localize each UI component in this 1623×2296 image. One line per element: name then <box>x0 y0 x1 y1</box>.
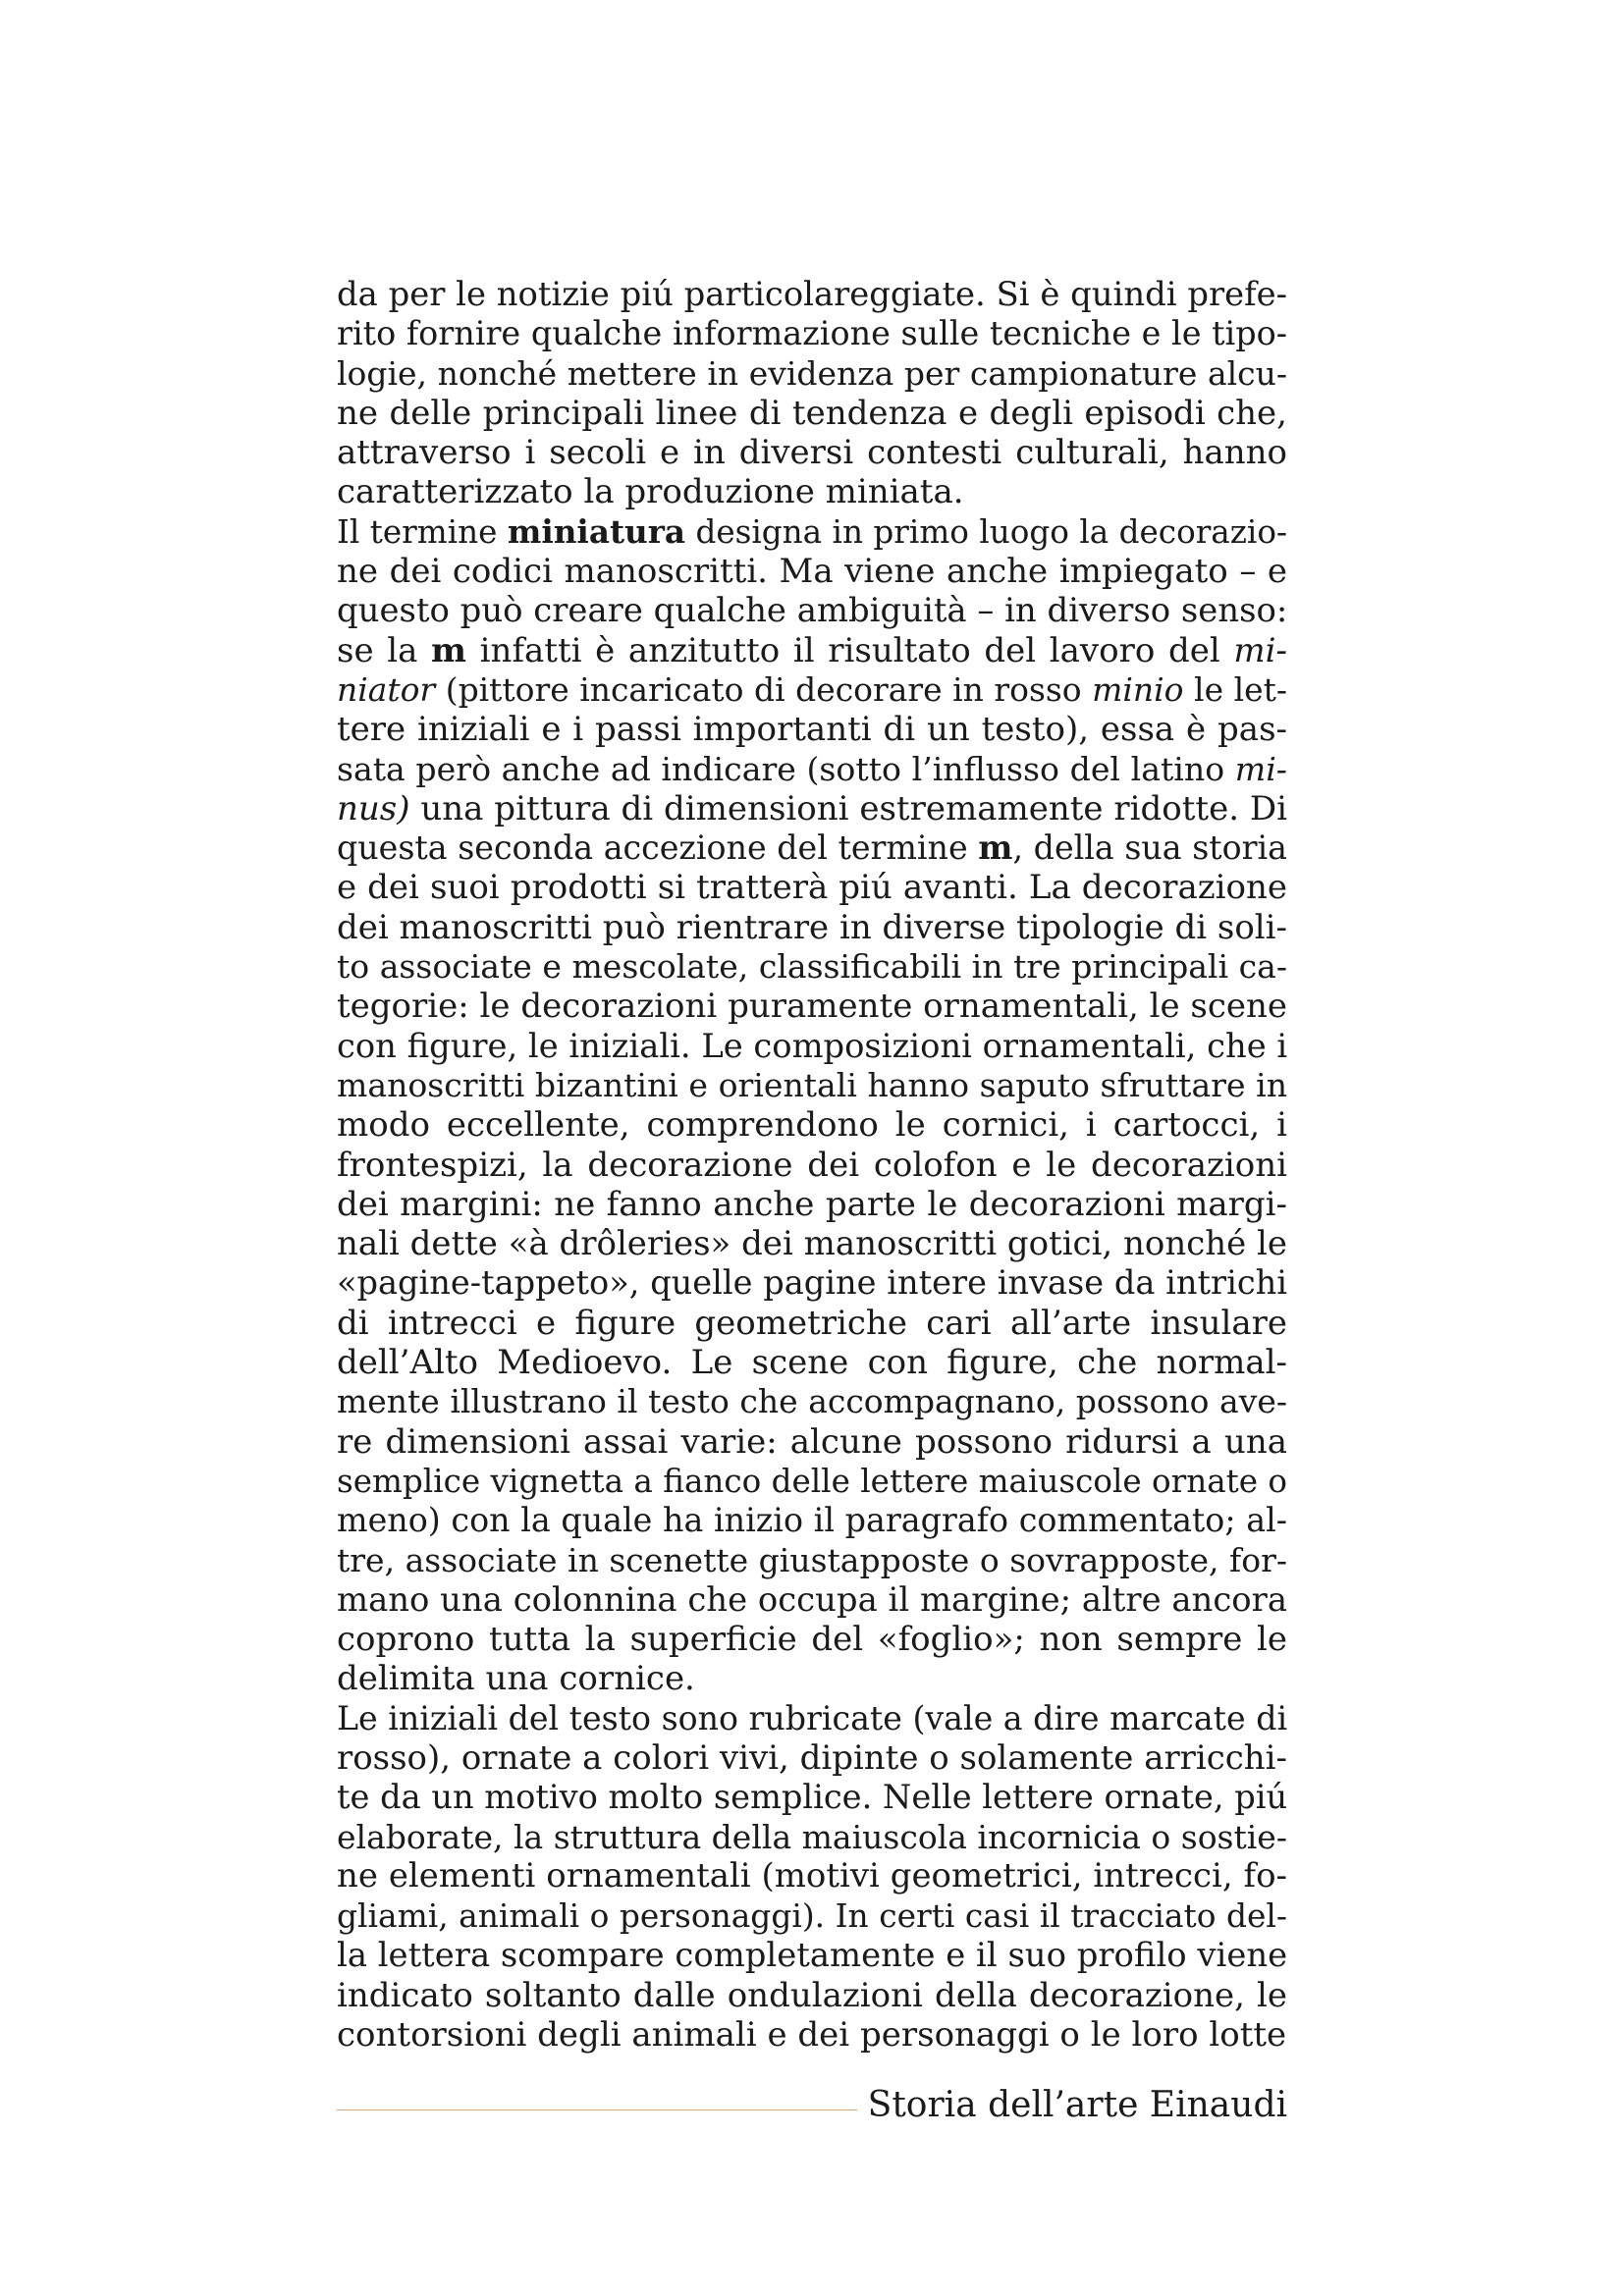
text-line: indicato soltanto dalle ondulazioni della decorazione, le <box>337 1975 1287 2015</box>
text-line: semplice vignetta a fianco delle lettere maiuscole ornate o <box>337 1462 1287 1500</box>
text-line: questa seconda accezione del termine m, della sua storia <box>337 828 1288 868</box>
text-line: caratterizzato la produzione miniata. <box>337 472 964 512</box>
text-line: tre, associate in scenette giustapposte o sovrapposte, for- <box>337 1540 1287 1579</box>
text-line: ne dei codici manoscritti. Ma viene anche impiegato – e <box>337 552 1287 592</box>
text-line: con figure, le iniziali. Le composizioni ornamentali, che i <box>337 1026 1288 1065</box>
footer-rule <box>337 2109 857 2110</box>
text-line: di intrecci e figure geometriche cari all’arte insulare <box>337 1303 1287 1343</box>
text-line: gliami, animali o personaggi). In certi casi il tracciato del- <box>337 1897 1287 1936</box>
text-line: logie, nonché mettere in evidenza per campionature alcu- <box>337 353 1287 393</box>
text-line: mano una colonnina che occupa il margine; altre ancora <box>337 1579 1287 1619</box>
body-text <box>337 275 1287 2055</box>
text-line: dell’Alto Medioevo. Le scene con figure, che normal- <box>337 1343 1287 1383</box>
text-line: Il termine miniatura designa in primo luogo la decorazio- <box>337 511 1287 551</box>
text-line: frontespizi, la decorazione dei colofon e le decorazioni <box>337 1145 1287 1185</box>
text-line: «pagine-tappeto», quelle pagine intere invase da intrichi <box>337 1263 1287 1303</box>
text-line: Le iniziali del testo sono rubricate (vale a dire marcate di <box>337 1698 1288 1737</box>
text-line: la lettera scompare completamente e il suo profilo viene <box>337 1936 1288 1975</box>
text-line: ne elementi ornamentali (motivi geometrici, intrecci, fo- <box>337 1856 1287 1896</box>
text-line: se la m infatti è anzitutto il risultato del lavoro del mi- <box>337 630 1287 670</box>
text-line: mente illustrano il testo che accompagnano, possono ave- <box>337 1382 1287 1421</box>
text-line: dei manoscritti può rientrare in diverse tipologie di soli- <box>337 907 1287 947</box>
text-line: coprono tutta la superficie del «foglio»; non sempre le <box>337 1620 1287 1660</box>
text-line: manoscritti bizantini e orientali hanno saputo sfruttare in <box>337 1065 1287 1104</box>
text-line: te da un motivo molto semplice. Nelle lettere ornate, piú <box>337 1778 1288 1817</box>
text-line: meno) con la quale ha inizio il paragrafo commentato; al- <box>337 1501 1287 1540</box>
text-line: modo eccellente, comprendono le cornici, i cartocci, i <box>337 1105 1287 1146</box>
text-line: elaborate, la struttura della maiuscola incornicia o sostie- <box>337 1817 1287 1856</box>
text-line: niator (pittore incaricato di decorare in rosso minio le let- <box>337 669 1287 709</box>
text-line: to associate e mescolate, classificabili in tre principali ca- <box>337 947 1287 987</box>
text-line: da per le notizie piú particolareggiate. Si è quindi prefe- <box>337 275 1287 313</box>
text-line: rosso), ornate a colori vivi, dipinte o solamente arricchi- <box>337 1737 1287 1778</box>
text-line: nali dette «à drôleries» dei manoscritti gotici, nonché le <box>337 1224 1287 1264</box>
text-line: delimita una cornice. <box>337 1659 695 1699</box>
text-line: contorsioni degli animali e dei personaggi o le loro lotte <box>337 2015 1287 2056</box>
text-line: ne delle principali linee di tendenza e degli episodi che, <box>337 393 1287 433</box>
text-line: attraverso i secoli e in diversi contesti culturali, hanno <box>337 433 1287 473</box>
text-line: tere iniziali e i passi importanti di un testo), essa è pas- <box>337 710 1287 750</box>
text-line: nus) una pittura di dimensioni estremamente ridotte. Di <box>337 788 1287 828</box>
text-line: dei margini: ne fanno anche parte le decorazioni margi- <box>337 1184 1287 1224</box>
text-line: questo può creare qualche ambiguità – in diverso senso: <box>337 591 1288 630</box>
footer-title: Storia dell’arte Einaudi <box>867 2085 1287 2125</box>
text-line: rito fornire qualche informazione sulle tecniche e le tipo- <box>337 314 1287 353</box>
text-line: tegorie: le decorazioni puramente ornamentali, le scene <box>337 987 1288 1027</box>
text-line: re dimensioni assai varie: alcune possono ridursi a una <box>337 1421 1287 1462</box>
text-line: e dei suoi prodotti si tratterà piú avanti. La decorazione <box>337 868 1287 908</box>
text-line: sata però anche ad indicare (sotto l’influsso del latino mi- <box>337 749 1287 788</box>
